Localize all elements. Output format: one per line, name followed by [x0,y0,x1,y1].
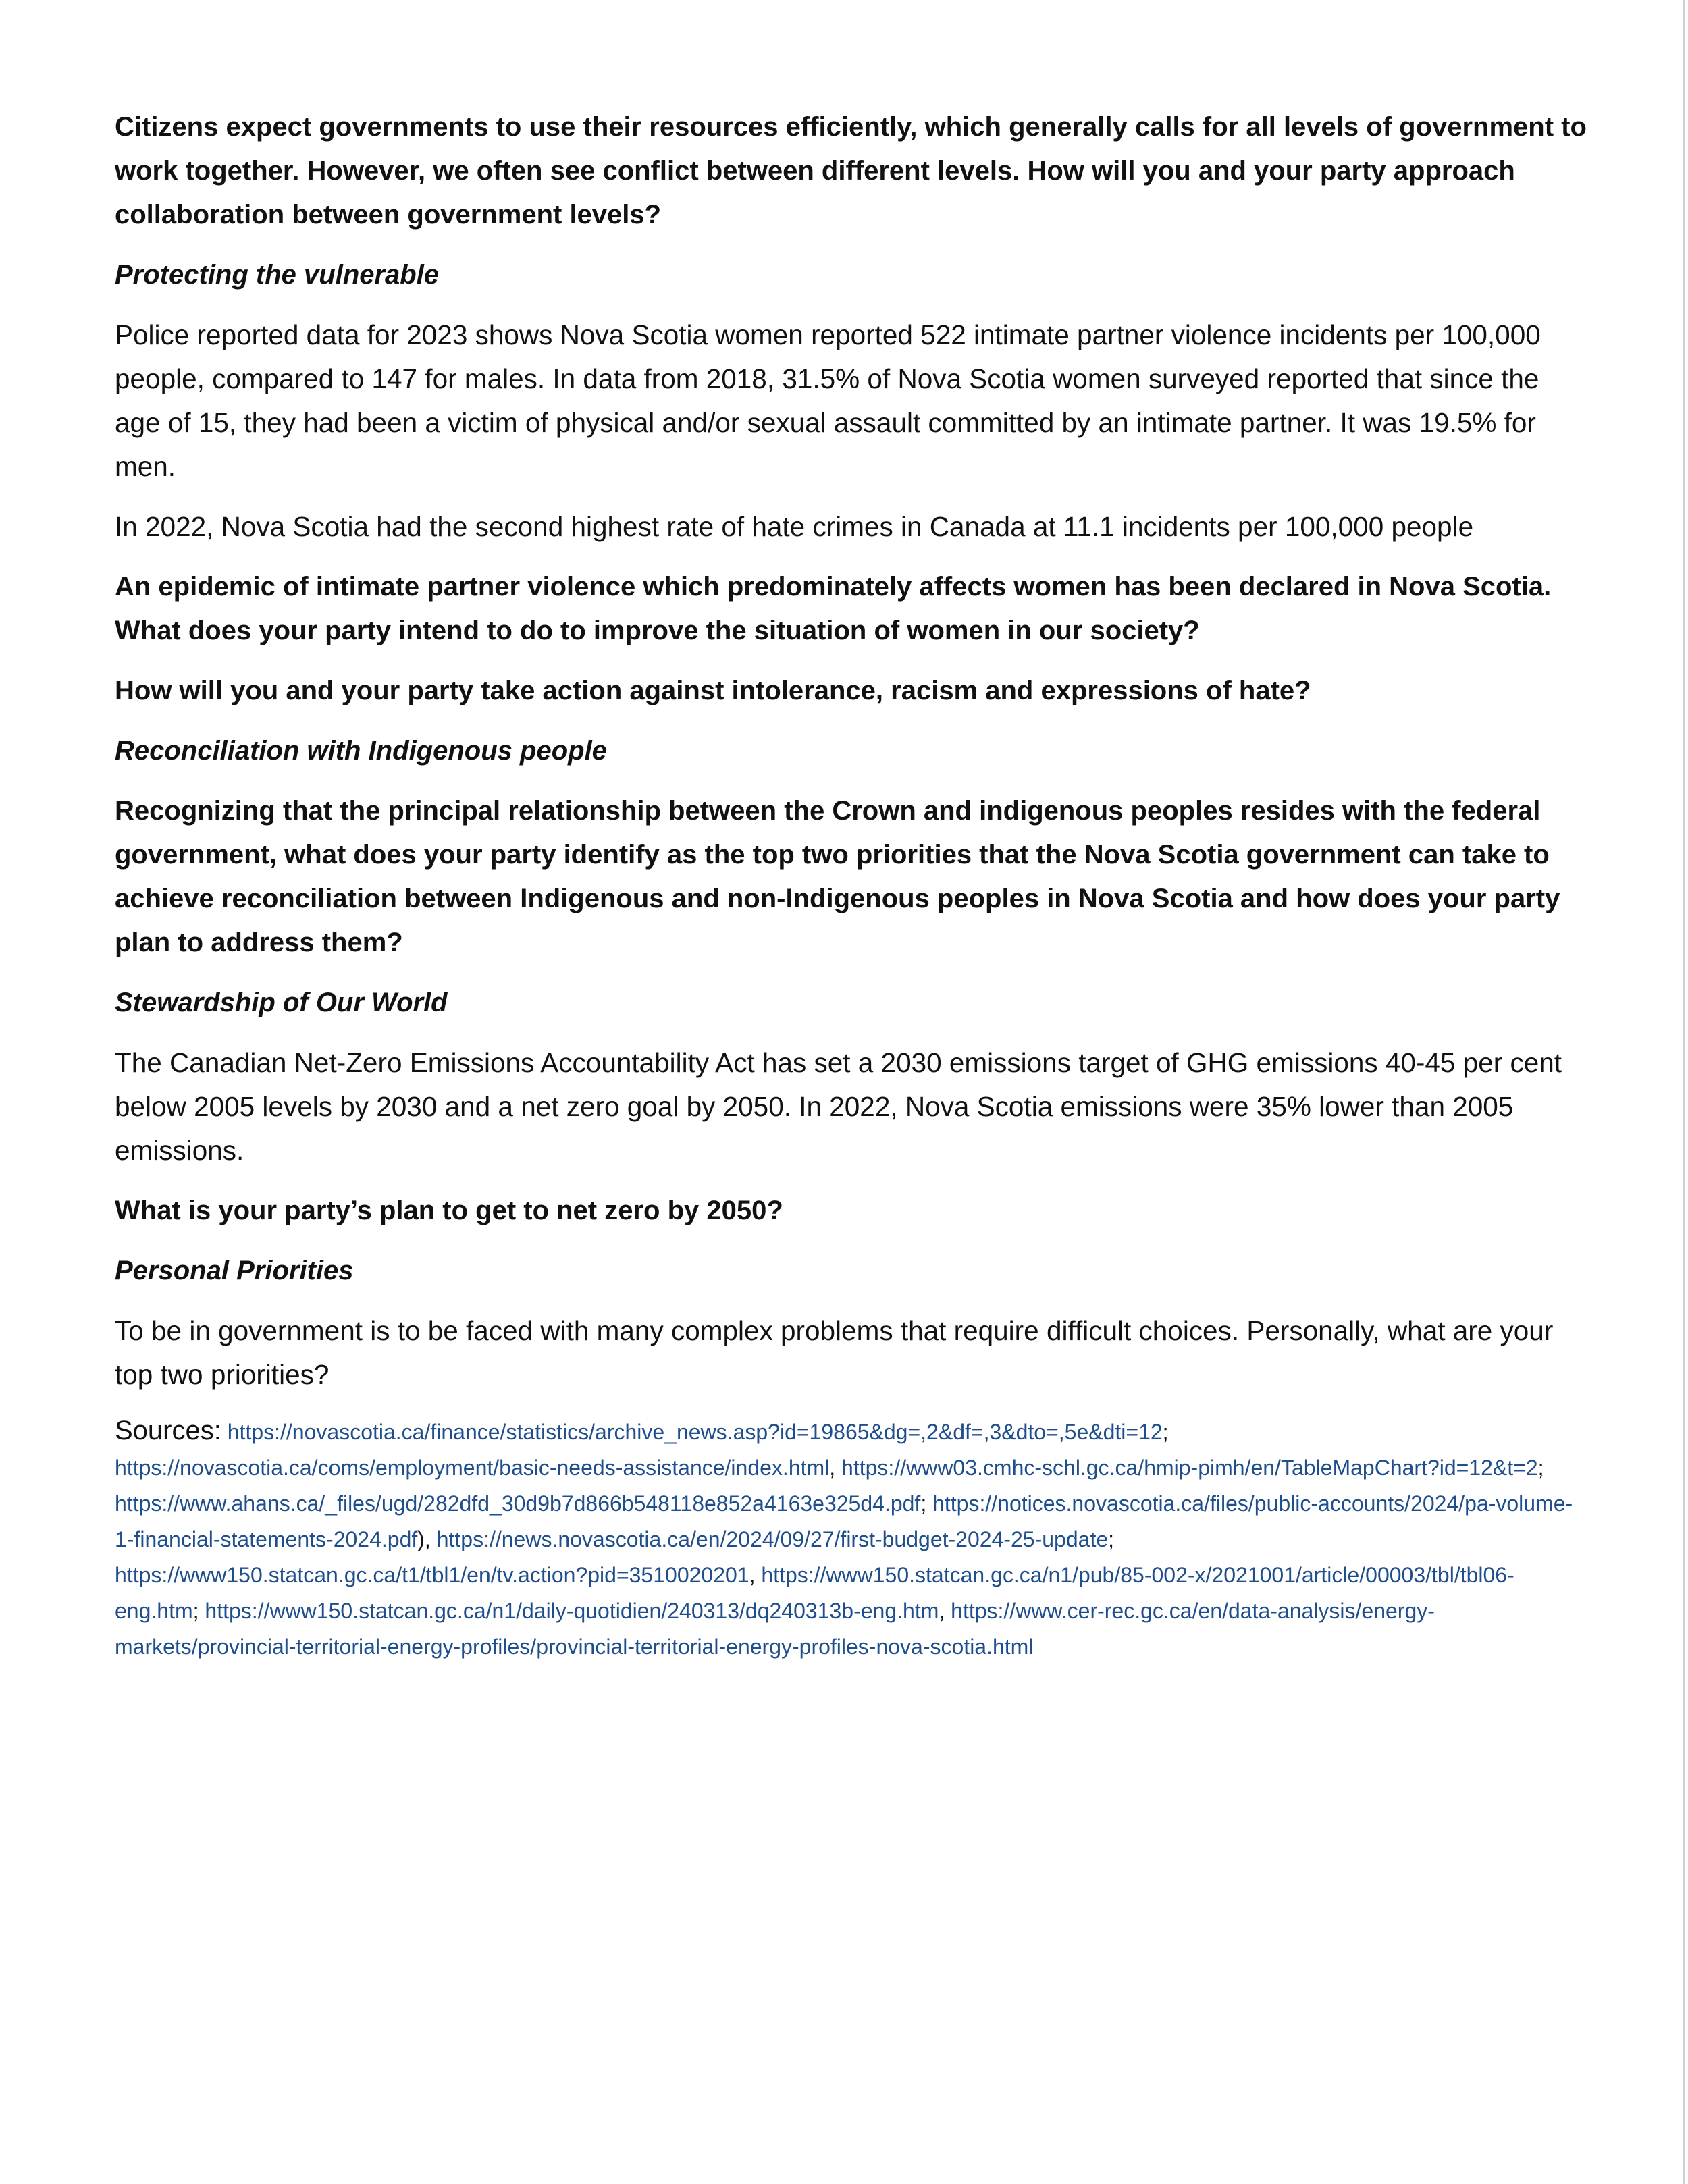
heading-reconciliation: Reconciliation with Indigenous people [115,736,607,766]
heading-personal-priorities: Personal Priorities [115,1256,354,1285]
source-link[interactable]: https://www150.statcan.gc.ca/n1/daily-quotidien/240313/dq240313b-eng.htm [205,1599,939,1623]
personal-priorities-paragraph: To be in government is to be faced with many complex problems that require difficult choices. Personally, what are your top two priorities? [115,1315,1554,1390]
sources-label: Sources: [115,1416,221,1445]
source-link[interactable]: https://www150.statcan.gc.ca/n1/pub/85-002-x/2021001/article/00003/tbl/tbl06-eng.htm [115,1563,1514,1623]
source-separator: ; [1162,1420,1169,1444]
source-link[interactable]: https://novascotia.ca/finance/statistics/archive_news.asp?id=19865&dg=,2&df=,3&dto=,5e&dti=12 [227,1420,1163,1444]
source-link[interactable]: https://news.novascotia.ca/en/2024/09/27/first-budget-2024-25-update [436,1527,1109,1551]
source-link[interactable]: https://novascotia.ca/coms/employment/basic-needs-assistance/index.html [115,1456,830,1480]
ipv-question: An epidemic of intimate partner violence which predominately affects women has been declared in Nova Scotia. What does your party intend to do to improve the situation of women in our society? [115,572,1552,645]
ipv-statistics-paragraph: Police reported data for 2023 shows Nova Scotia women reported 522 intimate partner violence incidents per 100,000 people, compared to 147 for males. In data from 2018, 31.5% of Nova Scotia women surveyed reported that since the age of 15, they had been a victim of physical and/or sexual assault committed by an intimate partner. It was 19.5% for men. [115,319,1541,482]
emissions-paragraph: The Canadian Net-Zero Emissions Accountability Act has set a 2030 emissions target of GHG emissions 40-45 per cent below 2005 levels by 2030 and a net zero goal by 2050. In 2022, Nova Scotia emissions were 35% lower than 2005 emissions. [115,1047,1562,1166]
source-links [115,1420,1573,1659]
source-separator: ; [920,1491,933,1516]
collaboration-question: Citizens expect governments to use their resources efficiently, which generally calls for all levels of government to work together. However, we often see conflict between different levels. How will you and your party approach collaboration between government levels? [115,112,1587,230]
net-zero-question: What is your party’s plan to get to net zero by 2050? [115,1196,783,1225]
source-link[interactable]: https://www.ahans.ca/_files/ugd/282dfd_30d9b7d866b548118e852a4163e325d4.pdf [115,1491,921,1516]
source-separator: ; [1108,1527,1115,1551]
source-link[interactable]: https://www03.cmhc-schl.gc.ca/hmip-pimh/en/TableMapChart?id=12&t=2 [841,1456,1538,1480]
hate-crime-statistics-paragraph: In 2022, Nova Scotia had the second highest rate of hate crimes in Canada at 11.1 incidents per 100,000 people [115,511,1474,542]
source-separator: ), [417,1527,437,1551]
source-separator: , [749,1563,762,1587]
source-separator: ; [1537,1456,1544,1480]
heading-protecting-vulnerable: Protecting the vulnerable [115,260,440,290]
sources-list [115,1413,1587,1665]
document-body [115,105,1587,1665]
heading-stewardship: Stewardship of Our World [115,988,448,1017]
source-link[interactable]: https://notices.novascotia.ca/files/public-accounts/2024/pa-volume-1-financial-statements-2024.pdf [115,1491,1573,1551]
source-separator: , [829,1456,842,1480]
source-separator: , [939,1599,951,1623]
source-separator: ; [192,1599,205,1623]
hate-question: How will you and your party take action against intolerance, racism and expressions of hate? [115,676,1311,705]
reconciliation-question: Recognizing that the principal relationship between the Crown and indigenous peoples resides with the federal government, what does your party identify as the top two priorities that the Nova Scotia government can take to achieve reconciliation between Indigenous and non-Indigenous peoples in Nova Scotia and how does your party plan to address them? [115,796,1560,957]
source-link[interactable]: https://www150.statcan.gc.ca/t1/tbl1/en/tv.action?pid=3510020201 [115,1563,749,1587]
source-link[interactable]: https://www.cer-rec.gc.ca/en/data-analysis/energy-markets/provincial-territorial-energy-profiles/provincial-territorial-energy-profiles-nova-scotia.html [115,1599,1435,1659]
